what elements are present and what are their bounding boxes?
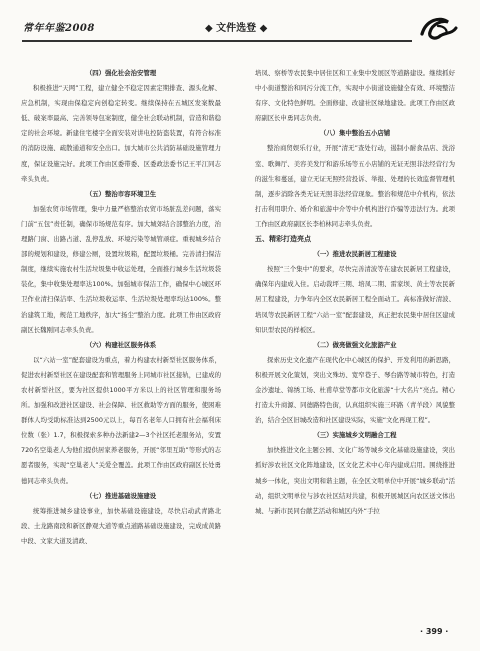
body-paragraph: 按照“三个集中”的要求，尽快完善清波等在建农民新居工程建设，确保年内建成入住。启动裁坪三期、培凤二期、雷家坝、黄土等农民新居工程建设，力争年内全区农民新居工程全面动工。高标准做好清波、培凤等农民新居工程“六站一室”配套建设，真正把农民集中居住区建成知识型农民的样板区。 xyxy=(255,265,455,334)
body-paragraph: 统筹推进城乡建设事业，加快基础设施建设，尽快启动武青路北段、土龙路南段和新区静观大道等重点道路基础设施建设，完成成黄路中段、文家大道及清政、 xyxy=(21,506,221,545)
subsection-heading: （八）集中整治五小店铺 xyxy=(319,129,391,138)
left-column xyxy=(21,66,221,549)
subsection-heading: （四）强化社会治安管理 xyxy=(85,69,157,77)
body-paragraph: 加强农贸市场管理，集中力量严格整治农贸市场脏乱差问题，落实门前“五包”责任制，确保市场规范有序。加大城郊结合部整治力度，治理路门窗、出路占道、乱停乱放、环境污染等城管顽症。重视城乡结合部的规划和建设，修建公厕，设置垃圾箱，配置垃圾桶。完善清扫保洁制度，继续实施农村生活垃圾集中收运处理，全面推行城乡生活垃圾袋装化，集中收集处理率达100%。加强城市保洁工作，确保中心城区环卫作业清扫保洁率、生活垃圾收运率、生活垃圾处理率均达100%。整治建筑工地，规范工地秩序，加大“扬尘”整治力度。此项工作由区政府副区长魏刚同志牵头负责。 xyxy=(21,204,221,334)
subsection-heading: （五）整治市容环境卫生 xyxy=(85,189,157,198)
subsection-heading: （七）推进基础设施建设 xyxy=(85,491,157,500)
right-column xyxy=(255,66,455,519)
section-title: ◆ 文件选登 ◆ xyxy=(205,23,268,34)
yearbook-title: 常年年鉴2008 xyxy=(23,23,95,34)
body-paragraph: 培凤、察桥等农民集中居住区和工业集中发展区等道路建设。继续抓好中小街道整治和同污分流工作，实现中小街道设施健全有效、环境整洁有序、文化特色鲜明。全面修建、改建社区绿地建设。此项工作由区政府副区长申勇同志负责。 xyxy=(255,69,455,123)
logo-mark-icon xyxy=(418,12,460,44)
subsection-heading: （二）做亮做强文化旅游产业 xyxy=(313,340,397,349)
subsection-heading: （三）实施城乡文明融合工程 xyxy=(313,431,397,440)
body-paragraph: 整治商贸娱乐行业，开展“清无”查处行动，遏制小耐食品店、洗浴室、歌舞厅、美容美发厅和游乐场等五小店铺的无证无照非法经营行为的滋生和蔓延，建立无证无照经营投诉、举报、处理的长效监督管理机制，逐步消除各类无证无照非法经营现象。整治和规范中介机构，依法打击利用职介、婚介和旅游中介等中介机构进行诈骗等违法行为。此项工作由区政府副区长李柏林同志牵头负责。 xyxy=(255,144,455,228)
page-number: · 399 · xyxy=(420,627,449,636)
subsection-heading: （六）构建社区服务体系 xyxy=(85,340,157,349)
subsection-heading: （一）推进农民新居工程建设 xyxy=(313,250,397,259)
section-heading: 五、精彩打造亮点 xyxy=(255,235,311,244)
body-paragraph: 加快推进文化主题公园、文化广场等城乡文化基础设施建设，突出抓好涉农社区文化阵地建设，区文化艺术中心年内建成启用。围绕推进城乡一体化，突出文明和谐主题，在全区文明单位中开展“城乡联动”活动，组织文明单位与涉农社区结对共建，积极开展城区向农区送文体出城、与新市民同台献艺活动和城区内外“手拉 xyxy=(255,446,455,515)
header-rule xyxy=(22,40,412,42)
body-paragraph: 积极推进“天网”工程，建立健全不稳定因素定期排查、源头化解、应急机制，实现由保稳定向创稳定转变。继续保持在五城区发案数最低、破案率最高、完善领导包案制度，健全社会联动机制，营造和谐稳定的社会环境。新建住宅楼宇全面安装对讲电控防盗装置，有符合标准的消防设施、疏散通道和安全出口。加大城市公共消防基础设施管理力度，保证设施完好。此项工作由区委带委、区委政法委书记王平江同志牵头负责。 xyxy=(21,84,221,183)
body-paragraph: 以“六站一室”配套建设为重点，着力构建农村新型社区服务体系，促进农村新型社区在建设配套和管理服务上同城市社区接轨，已建成的农村新型社区，要为社区提供1000平方米以上的社区管理和服务场所。加强和改进社区建设、社会保障、社区救助等方面的服务，使困难群体人均受助标准达到2500元以上，每百名老年人口拥有社会福利床位数（张）1.7，积极探索多种办法新建2—3个社区托老服务站，安置720名空巢老人为他们提供居家养老服务，开展“邻里互助”等形式的志愿者服务，实现“空巢老人”关爱全覆盖。此项工作由区政府副区长处勇德同志牵头负责。 xyxy=(21,355,221,485)
body-paragraph: 探索历史文化遗产在现代化中心城区的保护、开发利用的新思路，积极开展文化策划，突出文殊坊、宽窄巷子、琴台路等城市特色，打造金沙遗址、锦绣工场、杜甫草堂等都市文化旅游“十大名片”亮点。精心打造太升商源、同德路特色街，认真组织实施三环路（青羊段）风貌整治，结合全区旧城改造和社区建设实际，实施“文化再现工程”。 xyxy=(255,355,455,425)
page-header xyxy=(0,0,480,46)
